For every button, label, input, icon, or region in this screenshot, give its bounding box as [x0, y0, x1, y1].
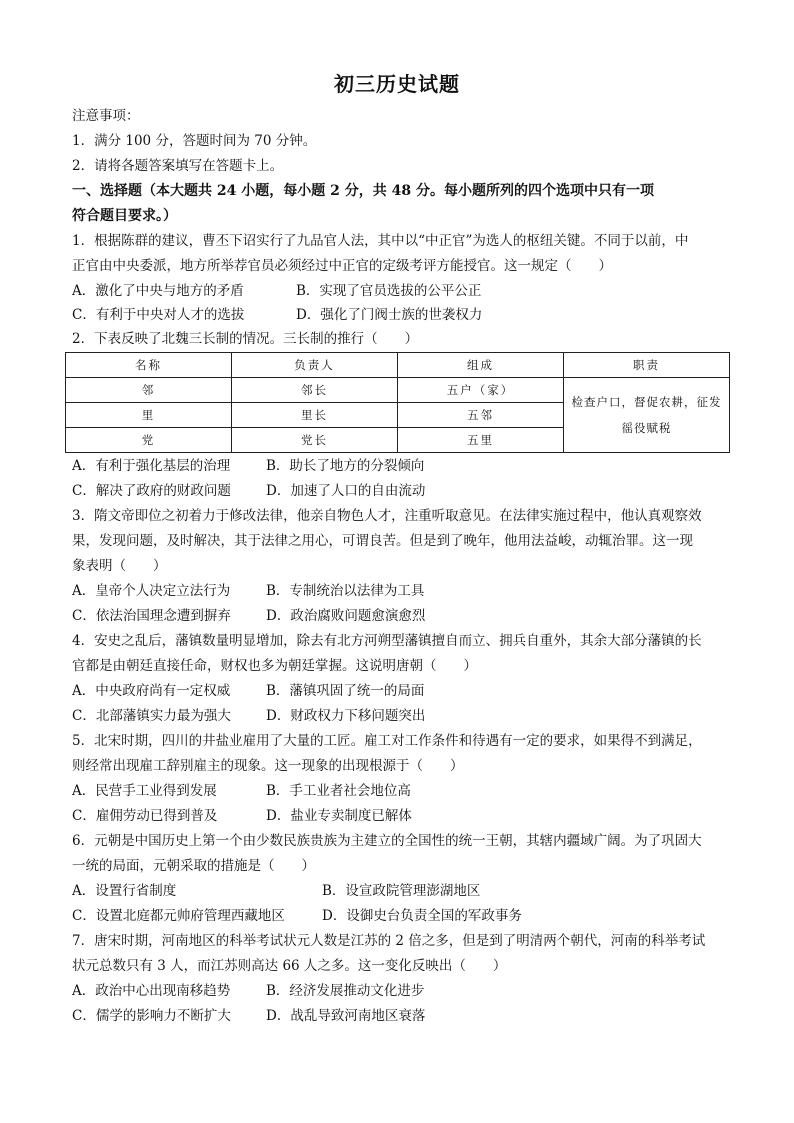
table-cell: 五户（家） — [398, 378, 564, 403]
question-6-option-c: C．设置北庭都元帅府管理西藏地区 — [72, 908, 285, 924]
table-cell: 党长 — [232, 428, 398, 453]
duty-cell: 检查户口，督促农耕，征发徭役赋税 — [564, 378, 730, 453]
note-item: 1．满分 100 分，答题时间为 70 分钟。 — [72, 133, 317, 149]
table-cell: 里 — [66, 403, 232, 428]
three-chief-system-table — [65, 352, 730, 453]
note-item: 2．请将各题答案填写在答题卡上。 — [72, 158, 284, 174]
table-cell: 党 — [66, 428, 232, 453]
question-4-option-c: C．北部藩镇实力最为强大 — [72, 708, 231, 724]
question-4-stem: 4．安史之乱后，藩镇数量明显增加，除去有北方河朔型藩镇擅自而立、拥兵自重外，其余大部分藩镇的长 — [72, 633, 702, 649]
question-7-stem: 7．唐宋时期，河南地区的科举考试状元人数是江苏的 2 倍之多，但是到了明清两个朝代，河南的科举考试 — [72, 933, 706, 949]
question-6-option-b: B．设宣政院管理澎湖地区 — [322, 883, 481, 899]
question-1-option-d: D．强化了门阀士族的世袭权力 — [296, 307, 483, 323]
table-header-row — [66, 353, 730, 378]
question-2-option-c: C．解决了政府的财政问题 — [72, 483, 231, 499]
question-2-stem: 2．下表反映了北魏三长制的情况。三长制的推行（ ） — [72, 331, 419, 347]
question-3-stem: 果，发现问题，及时解决，其于法律之用心，可谓良苦。但是到了晚年，他用法益峻，动辄治罪。这一现 — [72, 533, 693, 549]
question-6-option-a: A．设置行省制度 — [72, 883, 177, 899]
table-cell: 邻长 — [232, 378, 398, 403]
question-5-option-c: C．雇佣劳动已得到普及 — [72, 808, 218, 824]
table-cell: 邻 — [66, 378, 232, 403]
question-1-stem: 正官由中央委派，地方所举荐官员必须经过中正官的定级考评方能授官。这一规定（ ） — [72, 258, 612, 274]
question-7-option-c: C．儒学的影响力不断扩大 — [72, 1008, 231, 1024]
question-5-option-d: D．盐业专卖制度已解体 — [266, 808, 412, 824]
question-7-option-a: A．政治中心出现南移趋势 — [72, 983, 231, 999]
table-header-cell: 职责 — [564, 353, 730, 378]
question-6-stem: 一统的局面，元朝采取的措施是（ ） — [72, 858, 315, 874]
question-4-stem: 官都是由朝廷直接任命，财权也多为朝廷掌握。这说明唐朝（ ） — [72, 658, 477, 674]
question-5-stem: 5．北宋时期，四川的井盐业雇用了大量的工匠。雇工对工作条件和待遇有一定的要求，如果得不到满足， — [72, 733, 702, 749]
question-4-option-a: A．中央政府尚有一定权威 — [72, 683, 231, 699]
section-heading: 一、选择题（本大题共 24 小题，每小题 2 分，共 48 分。每小题所列的四个选项中只有一项 — [72, 183, 654, 199]
question-1-option-b: B．实现了官员选拔的公平公正 — [296, 283, 482, 299]
table-header-cell: 负责人 — [232, 353, 398, 378]
question-1-option-c: C．有利于中央对人才的选拔 — [72, 307, 245, 323]
question-4-option-b: B．藩镇巩固了统一的局面 — [266, 683, 425, 699]
table-cell: 里长 — [232, 403, 398, 428]
question-5-option-a: A．民营手工业得到发展 — [72, 783, 217, 799]
question-2-option-a: A．有利于强化基层的治理 — [72, 458, 231, 474]
question-4-option-d: D．财政权力下移问题突出 — [266, 708, 426, 724]
question-3-stem: 3．隋文帝即位之初着力于修改法律，他亲自物色人才，注重听取意见。在法律实施过程中，他认真观察效 — [72, 508, 702, 524]
page-title: 初三历史试题 — [334, 72, 460, 96]
question-7-stem: 状元总数只有 3 人，而江苏则高达 66 人之多。这一变化反映出（ ） — [72, 958, 507, 974]
question-6-option-d: D．设御史台负责全国的军政事务 — [322, 908, 522, 924]
question-1-option-a: A．激化了中央与地方的矛盾 — [72, 283, 244, 299]
question-3-option-b: B．专制统治以法律为工具 — [266, 583, 425, 599]
question-3-stem: 象表明（ ） — [72, 558, 167, 574]
question-5-stem: 则经常出现雇工辞别雇主的现象。这一现象的出现根源于（ ） — [72, 758, 464, 774]
section-heading-cont: 符合题目要求。） — [72, 208, 177, 224]
question-3-option-a: A．皇帝个人决定立法行为 — [72, 583, 231, 599]
question-3-option-d: D．政治腐败问题愈演愈烈 — [266, 608, 426, 624]
question-5-option-b: B．手工业者社会地位高 — [266, 783, 411, 799]
question-2-option-b: B．助长了地方的分裂倾向 — [266, 458, 425, 474]
question-7-option-d: D．战乱导致河南地区衰落 — [266, 1008, 426, 1024]
table-header-cell: 组成 — [398, 353, 564, 378]
table-row — [66, 378, 730, 403]
table-header-cell: 名称 — [66, 353, 232, 378]
question-7-option-b: B．经济发展推动文化进步 — [266, 983, 425, 999]
question-6-stem: 6．元朝是中国历史上第一个由少数民族贵族为主建立的全国性的统一王朝，其辖内疆域广阔。为了巩固大 — [72, 833, 702, 849]
question-1-stem: 1．根据陈群的建议，曹丕下诏实行了九品官人法，其中以“中正官”为选人的枢纽关键。不同于以前，中 — [72, 233, 689, 249]
notes-header: 注意事项： — [72, 108, 140, 124]
question-2-option-d: D．加速了人口的自由流动 — [266, 483, 426, 499]
question-3-option-c: C．依法治国理念遭到摒弃 — [72, 608, 231, 624]
table-cell: 五邻 — [398, 403, 564, 428]
table-cell: 五里 — [398, 428, 564, 453]
